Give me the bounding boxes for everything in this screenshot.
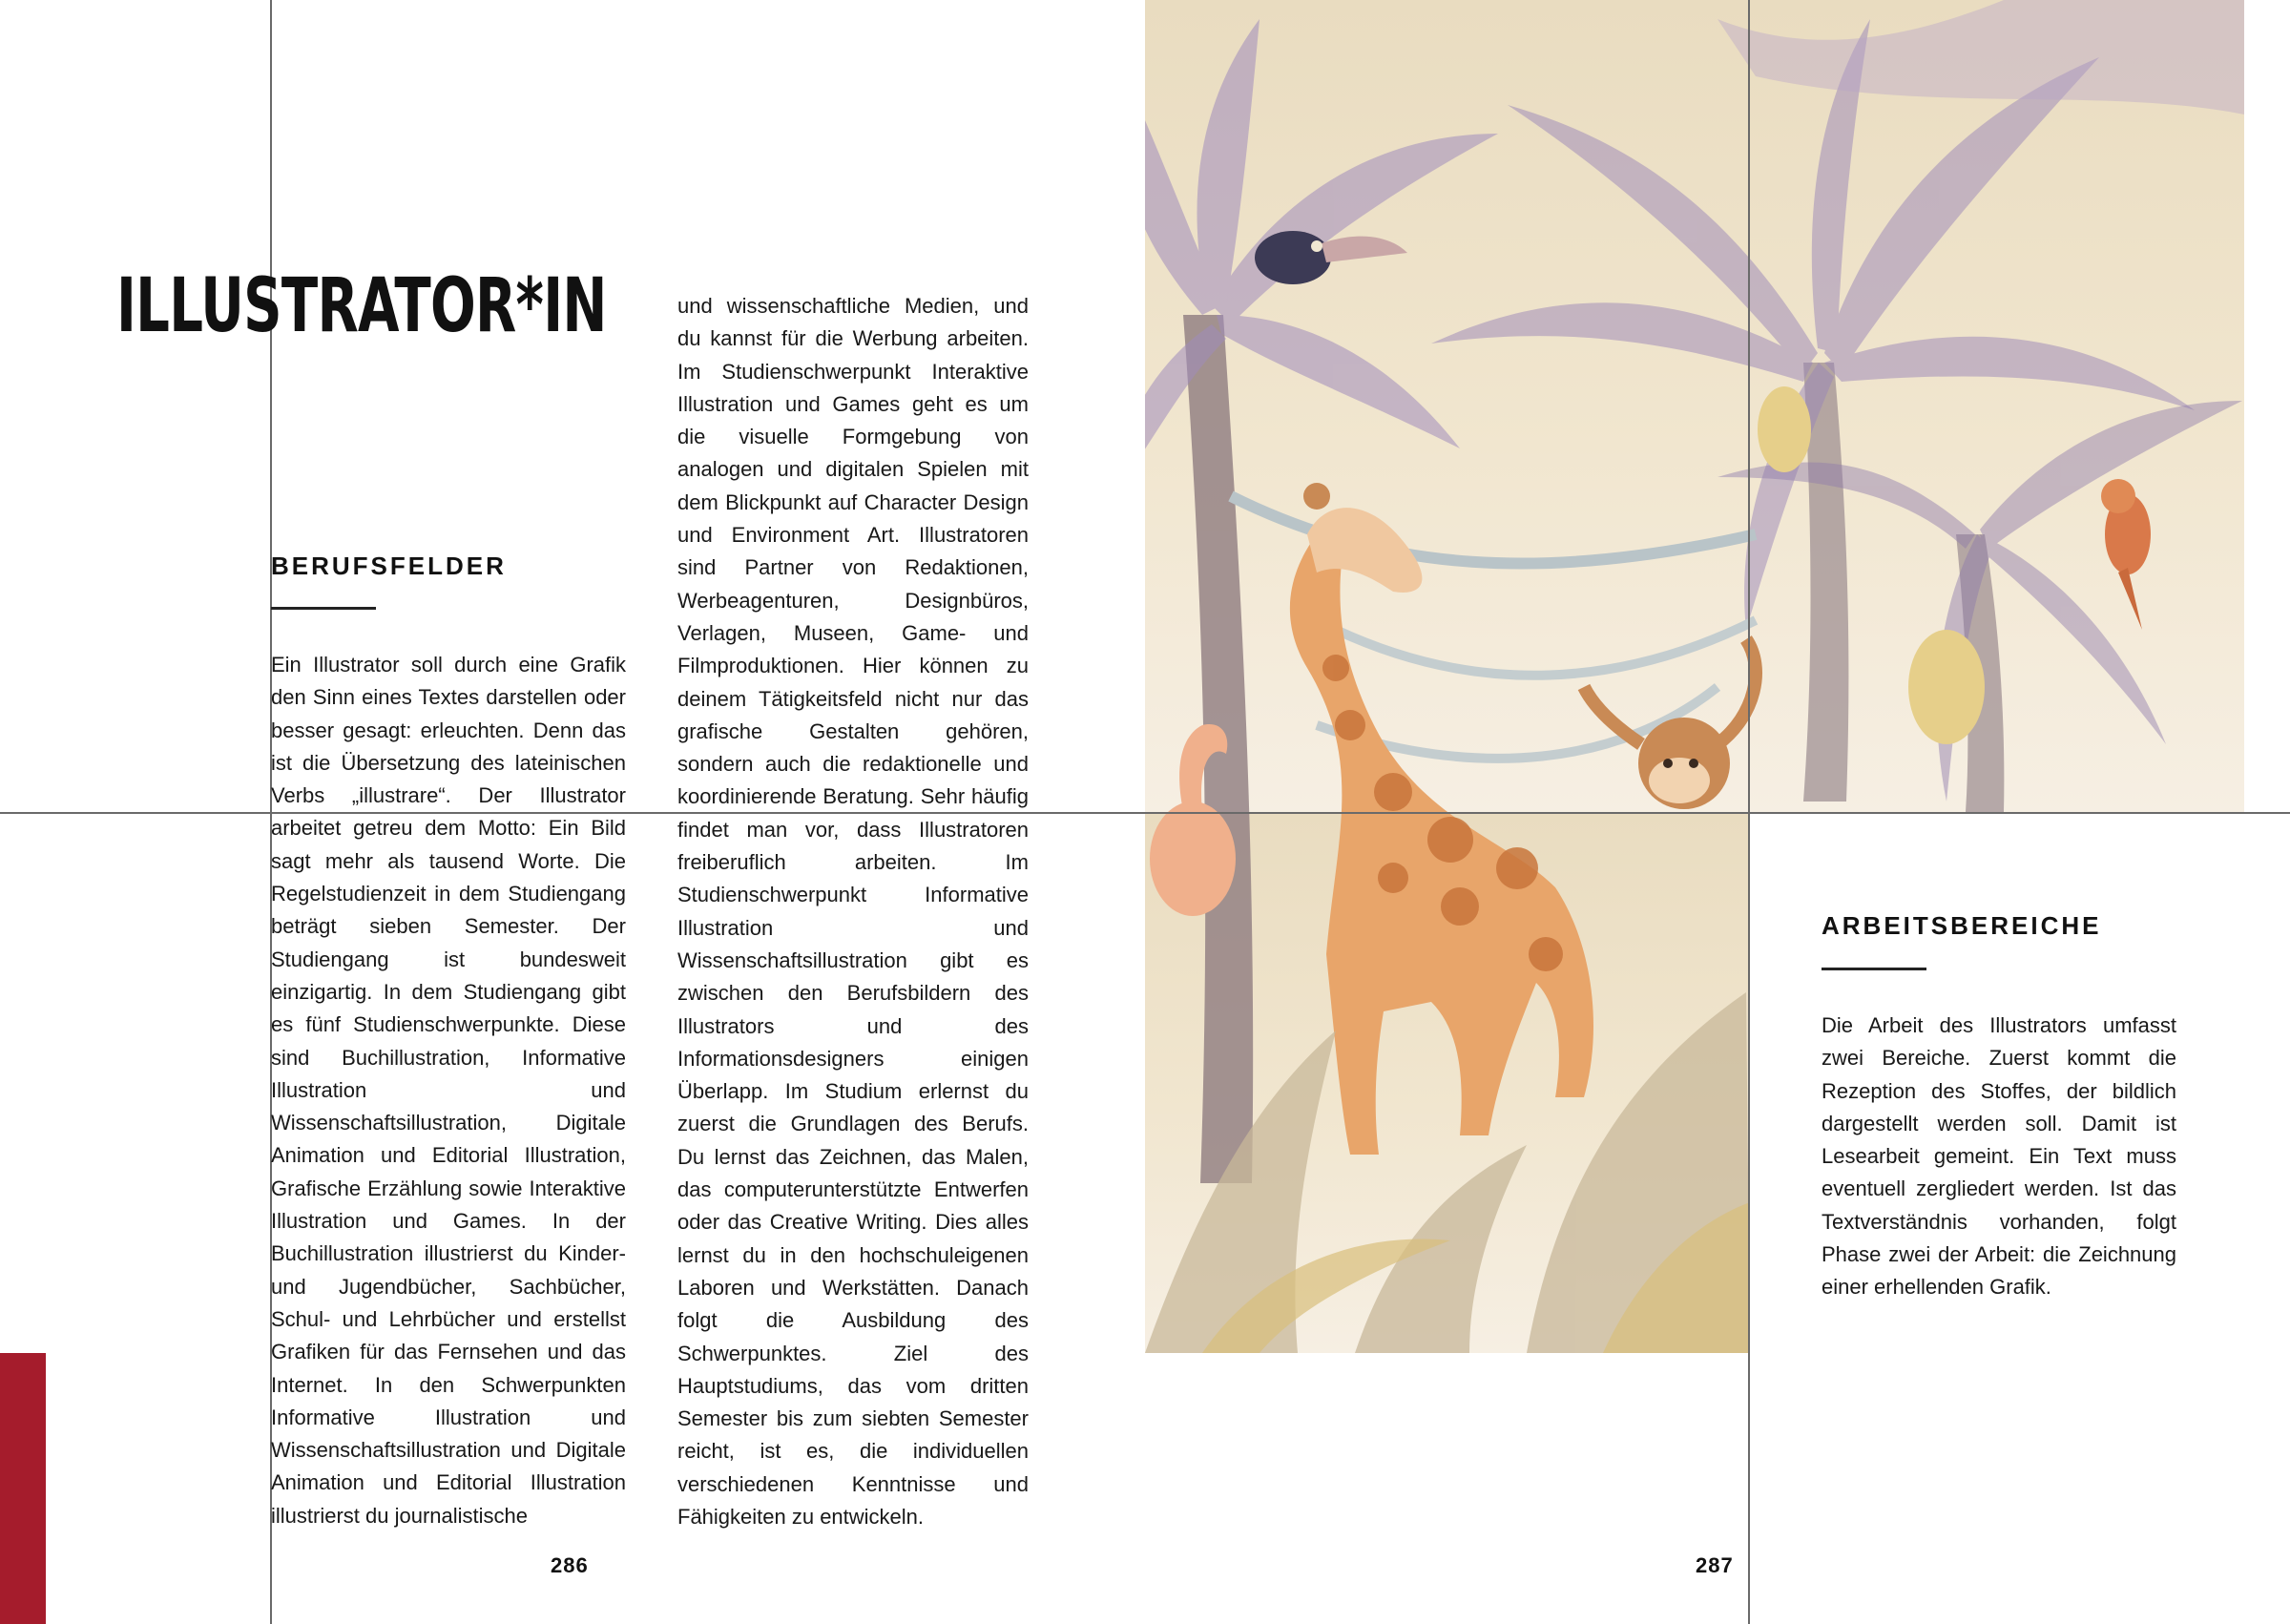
heading-berufsfelder: BERUFSFELDER [271,552,507,580]
berufsfelder-paragraph-part1: Ein Illustrator soll durch eine Grafik den Sinn eines Textes darstellen oder besser gesagt: erleuchten. Denn das ist die Übersetzung des lateinischen Verbs „illustrare“. Der Illustrator arbeitet getreu dem Motto: Ein Bild sagt mehr als tausend Worte. Die Regelstudienzeit in dem Studiengang beträgt sieben Semester. Der Studiengang ist bundesweit einzigartig. In dem Studiengang gibt es fünf Studienschwerpunkte. Diese sind Buchillustration, Informative Illustration und Wissenschaftsillustration, Digitale Animation und Editorial Illustration, Grafische Erzählung sowie Interaktive Illustration und Games. In der Buchillustration illustrierst du Kinder- und Jugendbücher, Sachbücher, Schul- und Lehrbücher und erstellst Grafiken für das Fernsehen und das Internet. In den Schwerpunkten Informative Illustration und Wissenschaftsillustration und Digitale Animation und Editorial Illustration illustrierst du journalistische [271,653,626,1528]
text-column-3 [1822,1010,2176,1304]
heading-underline-berufsfelder [271,607,376,610]
text-column-2 [677,290,1029,1533]
heading-arbeitsbereiche: ARBEITSBEREICHE [1822,911,2102,940]
heading-underline-arbeitsbereiche [1822,968,1926,970]
text-column-1 [271,649,626,1532]
page-number-left: 286 [551,1553,589,1577]
accent-bar [0,1353,46,1624]
page-number-right: 287 [1696,1553,1734,1577]
page-title: ILLUSTRATOR*IN [116,263,607,349]
berufsfelder-paragraph-part2: und wissenschaftliche Medien, und du kannst für die Werbung arbeiten. Im Studienschwerpunkt Interaktive Illustration und Games geht es um die visuelle Formgebung von analogen und digitalen Spielen mit dem Blickpunkt auf Character Design und Environment Art. Illustratoren sind Partner von Redaktionen, Werbeagenturen, Designbüros, Verlagen, Museen, Game- und Filmproduktionen. Hier können zu deinem Tätigkeitsfeld nicht nur das grafische Gestalten gehören, sondern auch die redaktionelle und koordinierende Beratung. Sehr häufig findet man vor, dass Illustratoren freiberuflich arbeiten. Im Studienschwerpunkt Informative Illustration und Wissenschaftsillustration gibt es zwischen den Berufsbildern des Illustrators und des Informationsdesigners einigen Überlapp. Im Studium erlernst du zuerst die Grundlagen des Berufs. Du lernst das Zeichnen, das Malen, das computerunterstützte Entwerfen oder das Creative Writing. Dies alles lernst du in den hochschuleigenen Laboren und Werkstätten. Danach folgt die Ausbildung des Schwerpunktes. Ziel des Hauptstudiums, das vom dritten Semester bis zum siebten Semester reicht, ist es, die individuellen verschiedenen Kenntnisse und Fähigkeiten zu entwickeln. [677,294,1029,1529]
arbeitsbereiche-paragraph: Die Arbeit des Illustrators umfasst zwei Bereiche. Zuerst kommt die Rezeption des Stoffes, der bildlich dargestellt werden soll. Damit ist Lesearbeit gemeint. Ein Text muss eventuell zergliedert werden. Ist das Textverständnis vorhanden, folgt Phase zwei der Arbeit: die Zeichnung einer erhellenden Grafik. [1822,1013,2176,1300]
